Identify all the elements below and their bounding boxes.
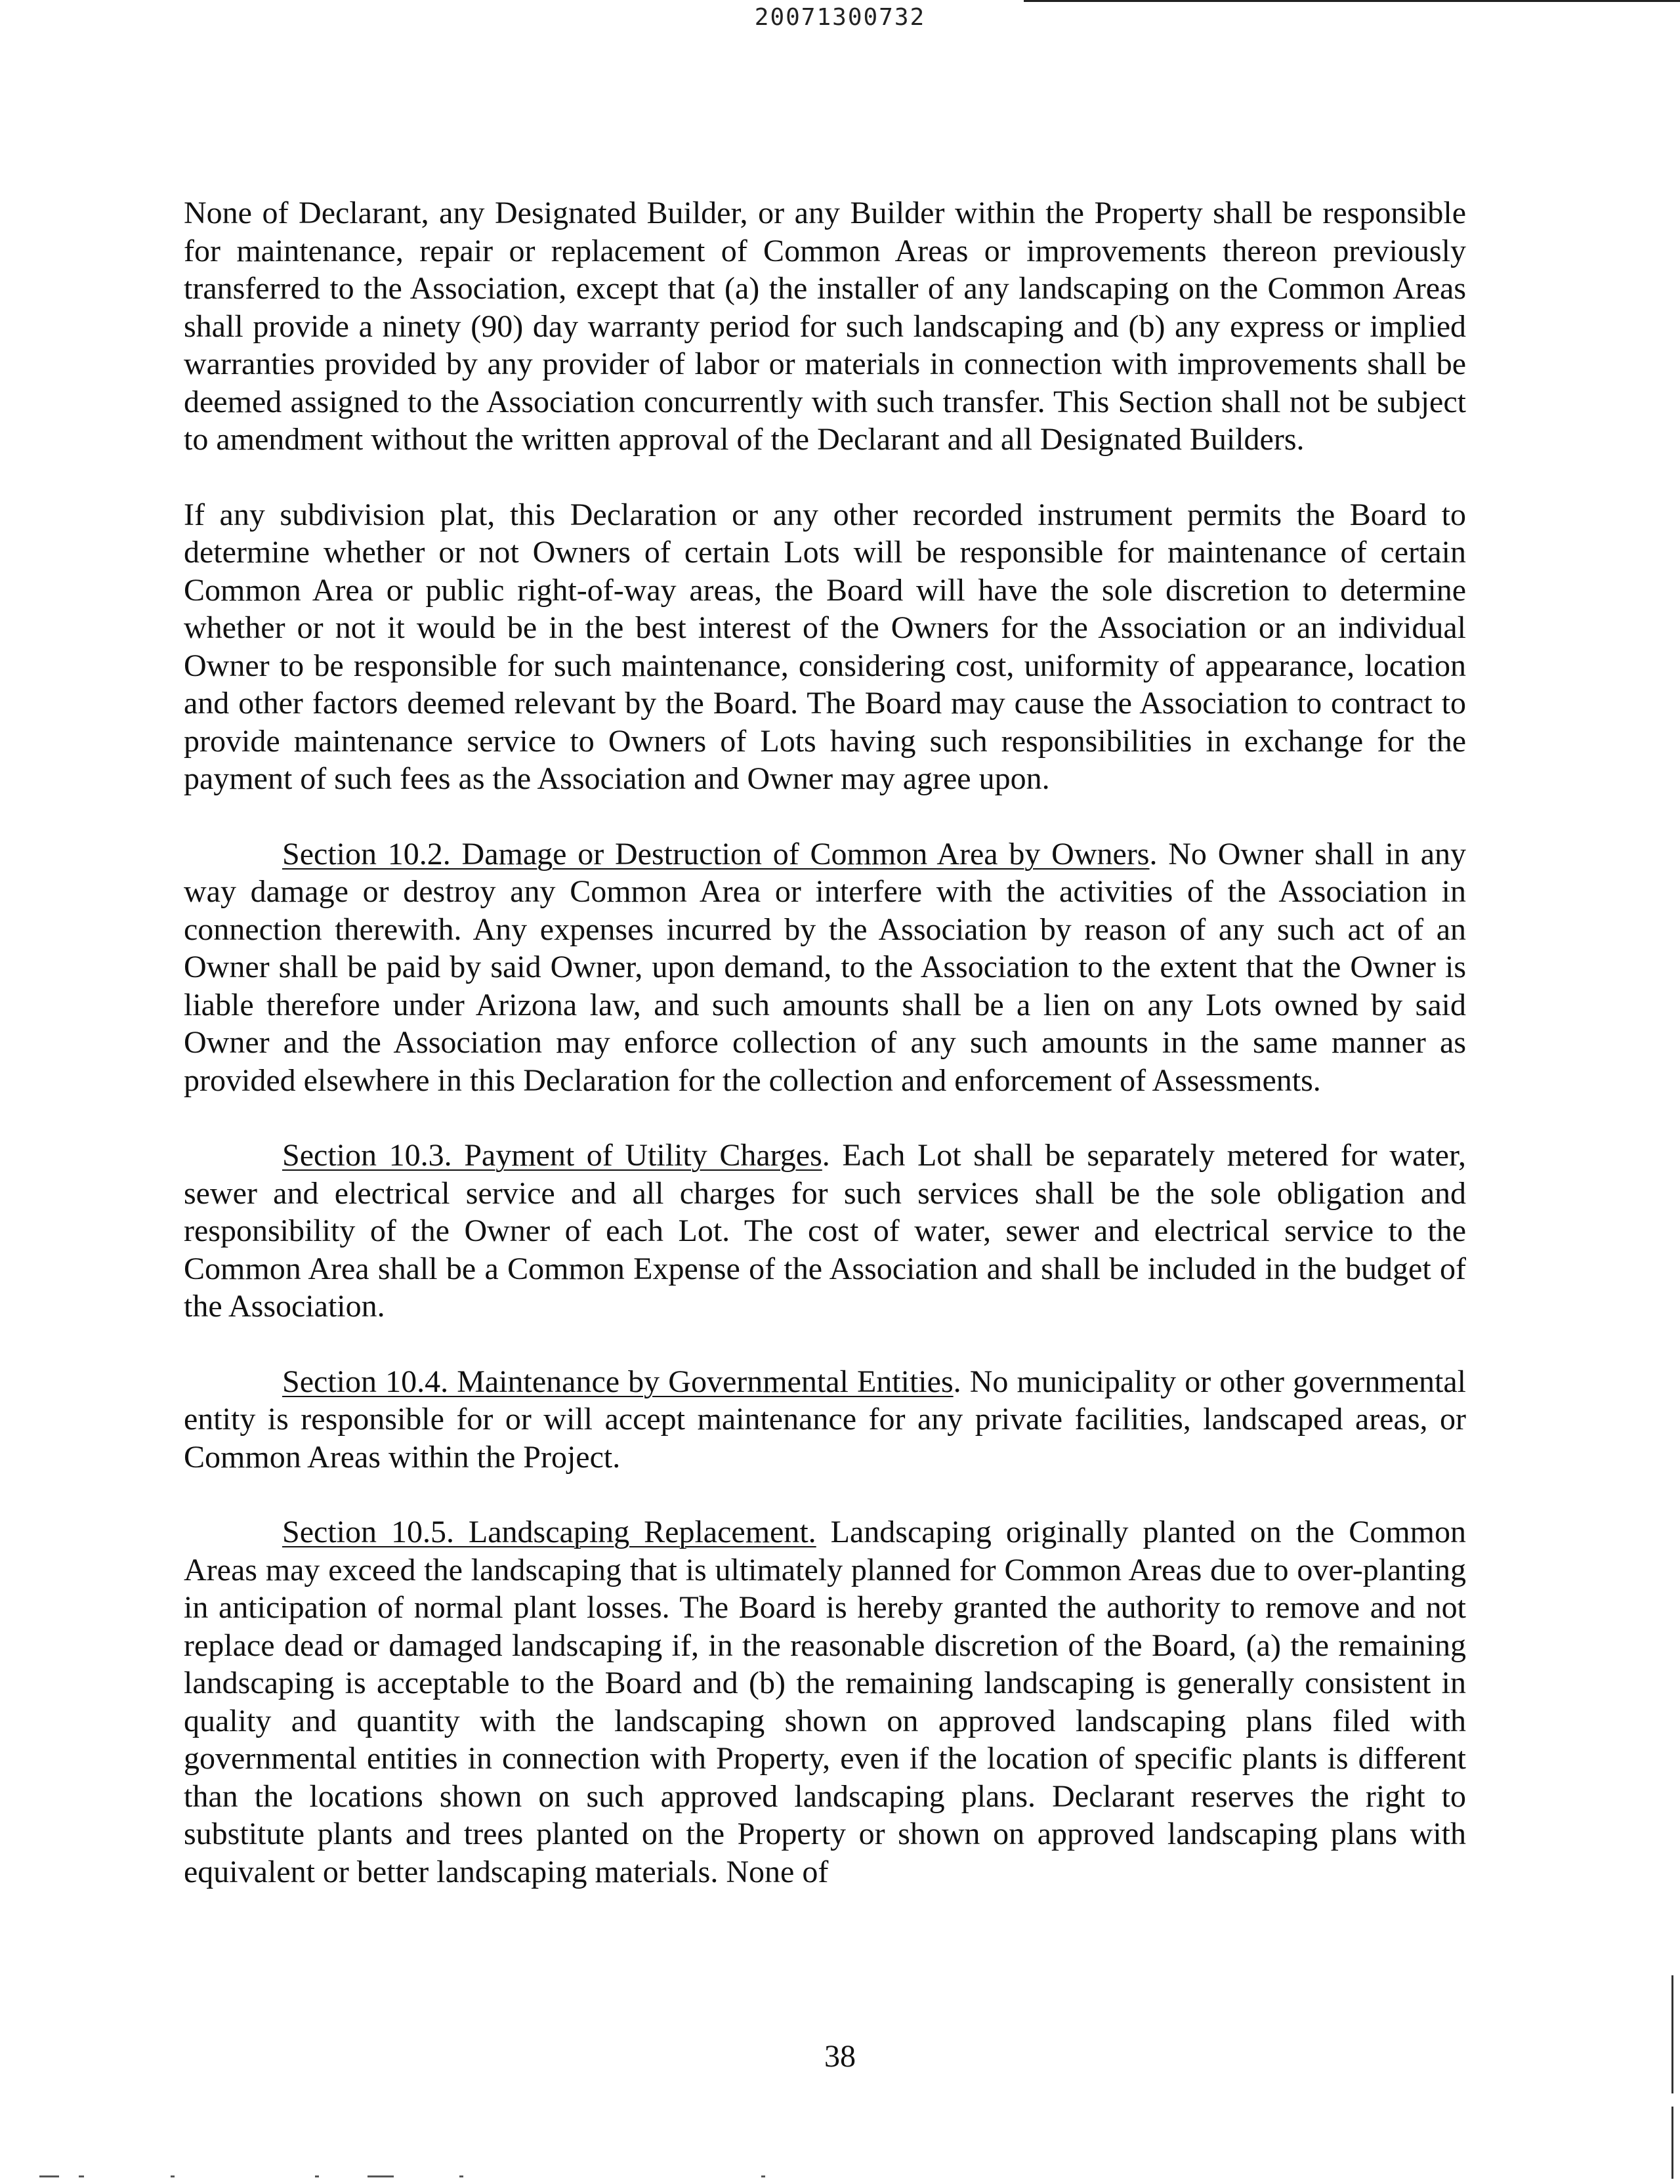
section-10-4: [184, 1363, 1466, 1477]
section-10-4-heading: Section 10.4. Maintenance by Governmental Entities: [282, 1364, 954, 1399]
paragraph-builder-responsibility: None of Declarant, any Designated Builder, or any Builder within the Property shall be responsible for maintenance, repair or replacement of Common Areas or improvements thereon previously transferred to the Association, except that (a) the installer of any landscaping on the Common Areas shall provide a ninety (90) day warranty period for such landscaping and (b) any express or implied warranties provided by any provider of labor or materials in connection with improvements shall be deemed assigned to the Association concurrently with such transfer. This Section shall not be subject to amendment without the written approval of the Declarant and all Designated Builders.: [184, 196, 1466, 457]
scan-specks: [39, 2175, 827, 2177]
section-10-2-heading: Section 10.2. Damage or Destruction of Common Area by Owners: [282, 836, 1150, 872]
section-10-5: [184, 1513, 1466, 1891]
scan-edge-mark: [1671, 2107, 1673, 2179]
section-10-3-heading: Section 10.3. Payment of Utility Charges: [282, 1138, 822, 1173]
scan-speck: [315, 2175, 319, 2177]
section-10-2-text: . No Owner shall in any way damage or destroy any Common Area or interfere with the activities of the Association in connection therewith. Any expenses incurred by the Association by reason of any such act of an Owner shall be paid by said Owner, upon demand, to the Association to the extent that the Owner is liable therefore under Arizona law, and such amounts shall be a lien on any Lots owned by said Owner and the Association may enforce collection of any such amounts in the same manner as provided elsewhere in this Declaration for the collection and enforcement of Assessments.: [184, 836, 1466, 1098]
scan-edge-mark: [1671, 1975, 1673, 2093]
section-10-5-heading: Section 10.5. Landscaping Replacement.: [282, 1515, 816, 1549]
header-rule: [1024, 0, 1680, 2]
document-number: 20071300732: [754, 4, 926, 31]
scan-speck: [171, 2175, 175, 2177]
page-body: [184, 194, 1466, 1928]
scan-speck: [761, 2175, 765, 2177]
section-10-3-text: . Each Lot shall be separately metered for water, sewer and electrical service and all charges for such services shall be the sole obligation and responsibility of the Owner of each Lot. The cost of water, sewer and electrical service to the Common Area shall be a Common Expense of the Association and shall be included in the budget of the Association.: [184, 1138, 1467, 1324]
paragraph-board-discretion: If any subdivision plat, this Declaration or any other recorded instrument permits the Board to determine whether or not Owners of certain Lots will be responsible for maintenance of certain Common Area or public right-of-way areas, the Board will have the sole discretion to determine whether or not it would be in the best interest of the Owners for the Association or an individual Owner to be responsible for such maintenance, considering cost, uniformity of appearance, location and other factors deemed relevant by the Board. The Board may cause the Association to contract to provide maintenance service to Owners of Lots having such responsibilities in exchange for the payment of such fees as the Association and Owner may agree upon.: [184, 497, 1466, 796]
section-10-2: [184, 835, 1466, 1100]
section-10-3: [184, 1137, 1466, 1326]
page-number: 38: [824, 2039, 856, 2074]
section-10-4-text: . No municipality or other governmental entity is responsible for or will accept maintenance for any private facilities, landscaped areas, or Common Areas within the Project.: [184, 1364, 1466, 1475]
section-10-5-text: Landscaping originally planted on the Common Areas may exceed the landscaping that is ultimately planned for Common Areas due to over-planting in anticipation of normal plant losses. The Board is hereby granted the authority to remove and not replace dead or damaged landscaping if, in the reasonable discretion of the Board, (a) the remaining landscaping is acceptable to the Board and (b) the remaining landscaping is generally consistent in quality and quantity with the landscaping shown on approved landscaping plans filed with governmental entities in connection with Property, even if the location of specific plants is different than the locations shown on such approved landscaping plans. Declarant reserves the right to substitute plants and trees planted on the Property or shown on approved landscaping plans with equivalent or better landscaping materials. None of: [184, 1515, 1466, 1889]
scan-speck: [459, 2175, 463, 2177]
scan-speck: [79, 2175, 84, 2177]
scan-speck: [39, 2175, 59, 2177]
scan-speck: [368, 2175, 394, 2177]
